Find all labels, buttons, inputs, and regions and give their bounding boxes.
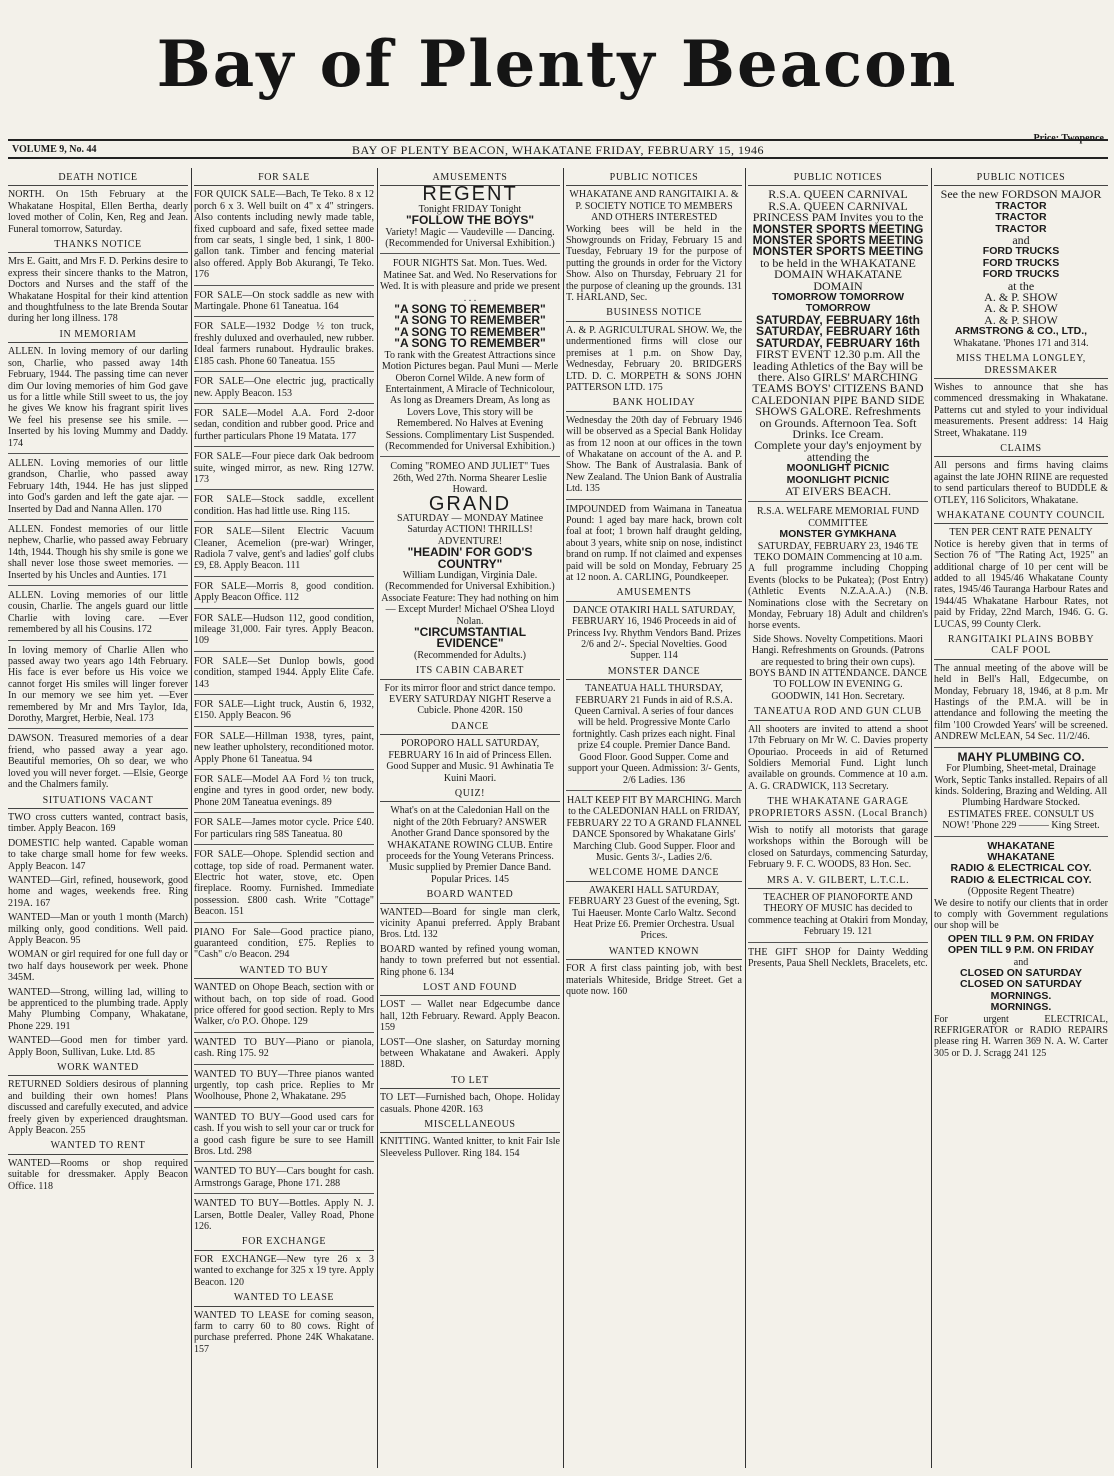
divider — [194, 1161, 374, 1162]
divider — [194, 844, 374, 845]
ad-headline: FORD TRUCKS — [982, 256, 1060, 269]
notice-text: A. & P. AGRICULTURAL SHOW. We, the undermentioned firms will close our premises at 1 p.m. on Show Day, Wednesday, February 20. BRIDGERS LTD. D. C. MORPETH & SONS JOHN PATTERSON LTD. 175 — [566, 324, 742, 393]
divider — [194, 446, 374, 447]
section-heading: AMUSEMENTS — [566, 587, 742, 601]
classified-ad: FOR SALE—Silent Electric Vacuum Cleaner, Acemelion (pre-war) Wringer, Radiola 7 valve, gent's and ladies' golf clubs £9, £8. Apply Beacon. 111 — [194, 526, 374, 572]
divider — [8, 519, 188, 520]
ad-headline: OPEN TILL 9 P.M. ON FRIDAY — [947, 932, 1095, 945]
classified-ad: FOR SALE—Light truck, Austin 6, 1932, £150. Apply Beacon. 96 — [194, 699, 374, 722]
classified-ad: FOR SALE—Model AA Ford ½ ton truck, engine and tyres in good order, new body. Phone 20M Taneatua evenings. 89 — [194, 774, 374, 808]
section-heading: WANTED TO LEASE — [194, 1292, 374, 1306]
section-heading: WANTED TO BUY — [194, 965, 374, 979]
column-3 — [380, 168, 560, 1468]
notice-text: All shooters are invited to attend a shoot 17th February on Mr W. C. Davies property Opouriao. Proceeds in aid of Returned Soldiers Memorial Fund. Light lunch available on grounds. Commence at 10 a.m. A. G. CRADWICK, 113 Secretary. — [748, 723, 928, 792]
ad-headline: SATURDAY, FEBRUARY 16th — [755, 335, 921, 350]
classified-ad: FOR SALE—Stock saddle, excellent condition. Has had little use. Ring 115. — [194, 494, 374, 517]
ad-text: For Plumbing, Sheet-metal, Drainage Work, Septic Tanks installed. Repairs of all kinds. Soldering, Brazing and Welding. All Plumbing Hardware Stocked. — [934, 763, 1108, 809]
dateline: BAY OF PLENTY BEACON, WHAKATANE FRIDAY, FEBRUARY 15, 1946 — [352, 143, 764, 157]
ad-text: TEACHER OF PIANOFORTE AND THEORY OF MUSIC has decided to commence teaching at Otakiri from Monday, February 19. 121 — [748, 891, 928, 938]
classified-ad: TWO cross cutters wanted, contract basis, timber. Apply Beacon. 169 — [8, 811, 188, 835]
ad-text: and — [1012, 233, 1030, 248]
ad-headline: RADIO & ELECTRICAL COY. — [950, 862, 1092, 875]
classified-ad: LOST—One slasher, on Saturday morning between Whakatane and Awakeri. Apply 188D. — [380, 1036, 560, 1071]
section-heading: LOST AND FOUND — [380, 982, 560, 996]
issue-info-line — [8, 139, 1108, 159]
column-6 — [934, 168, 1108, 1468]
ad-text: Tonight FRIDAY Tonight — [418, 203, 522, 215]
divider — [194, 651, 374, 652]
divider — [194, 769, 374, 770]
classified-ad: WANTED—Girl, refined, housework, good home and wages, weekends free. Ring 219A. 167 — [8, 874, 188, 909]
classified-ad: DOMESTIC help wanted. Capable woman to take charge small home for few weeks. Apply Beacon. 147 — [8, 837, 188, 872]
divider — [194, 316, 374, 317]
ad-text: To rank with the Greatest Attractions since Motion Pictures began. Paul Muni — Merle Oberon Cornel Wilde. A new form of Entertainment, A Miracle of Technicolour, As long as Dreamers Dream, As long as Lovers Love, This story will be Remembered. No Halves at Evening Sessions. Complimentary List Suspended. (Recommended for Universal Exhibition.) — [381, 349, 559, 452]
memoriam-text: DAWSON. Treasured memories of a dear friend, who passed away a year ago. Beautiful memories, Oh so dear, we who loved you will never forget. —Elsie, George and the Chalmers family. — [8, 733, 188, 791]
film-title: "HEADIN' FOR GOD'S COUNTRY" — [407, 545, 533, 571]
ad-text: SATURDAY, FEBRUARY 23, 1946 TE TEKO DOMAIN Commencing at 10 a.m. — [753, 540, 923, 563]
classified-ad: WANTED—Rooms or shop required suitable for dressmaker. Apply Beacon Office. 118 — [8, 1157, 188, 1192]
divider — [194, 608, 374, 609]
classified-ad: WANTED TO BUY—Piano or pianola, cash. Ring 175. 92 — [194, 1036, 374, 1060]
notice-text: The annual meeting of the above will be held in Bell's Hall, Edgecumbe, on Monday, February 18, 1946, at 8 p.m. Mr Hastings of the P.M.A. will be in attendance and following the meeting the film '100 Crowded Years' will be screened. ANDREW McLEAN, 54 Sec. 11/2/46. — [934, 662, 1108, 743]
classified-ad: FOR SALE—Four piece dark Oak bedroom suite, winged mirror, as new. Ring 127W. 173 — [194, 451, 374, 485]
ad-text: AT EIVERS BEACH. — [784, 483, 892, 498]
memoriam-text: ALLEN. Loving memories of our little grandson, Charlie, who passed away February 14th, 1944. He has just slipped into God's garden and left the gate ajar. —Inserted by Dad and Nanna Allen. 170 — [8, 457, 188, 515]
section-heading: CLAIMS — [934, 443, 1108, 457]
divider — [566, 790, 742, 791]
classified-ad: FOR SALE—Ohope. Splendid section and cottage, top side of road. Permanent water. Electric hot water, stove, etc. Open fireplace. Roomy. Furnished. Immediate possession. £800 cash. Write "Cottage" Beacon. 151 — [194, 849, 374, 918]
classified-ad: WANTED—Man or youth 1 month (March) milking only, good conditions. Well paid. Apply Beacon. 95 — [8, 912, 188, 946]
ad-text: (Opposite Regent Theatre) — [967, 886, 1075, 898]
ad-text: R.S.A. QUEEN CARNIVAL — [768, 198, 908, 213]
classified-ad: WANTED—Board for single man clerk, vicinity Apanui preferred. Apply Brabant Bros. Ltd. 132 — [380, 906, 560, 941]
section-heading: PUBLIC NOTICES — [566, 172, 742, 186]
section-heading: MISCELLANEOUS — [380, 1119, 560, 1133]
theatre-name: GRAND — [428, 492, 512, 515]
divider — [934, 747, 1108, 748]
classified-ad: WANTED—Strong, willing lad, willing to be apprenticed to the plumbing trade. Apply Mahy Plumbing Company, Whakatane, Phone 229. 191 — [8, 986, 188, 1032]
ad-text: and — [1013, 956, 1029, 968]
section-heading: TO LET — [380, 1075, 560, 1089]
notice-text: Mrs E. Gaitt, and Mrs F. D. Perkins desire to express their sincere thanks to the Matron, Doctors and Nurses and the staff of the Whakatane Hospital for their kind attention and thoughtfulness to the late Brenda Soutar during her long illness. 178 — [8, 256, 188, 325]
ad-headline: MORNINGS. — [990, 989, 1052, 1002]
classified-ad: FOR A first class painting job, with best materials Whiteside, Bridge Street. Get a quote now. 160 — [566, 963, 742, 997]
classified-ad: BOARD wanted by refined young woman, handy to town preferred but not essential. Ring phone 6. 134 — [380, 943, 560, 978]
ad-text: A. & P. SHOW — [984, 312, 1058, 327]
classified-ad: LOST — Wallet near Edgecumbe dance hall, 12th February. Reward. Apply Beacon. 159 — [380, 999, 560, 1034]
ad-headline: FORD TRUCKS — [982, 268, 1060, 281]
ad-headline: MOONLIGHT PICNIC — [786, 462, 890, 475]
classified-ad: WANTED TO BUY—Good used cars for cash. If you wish to sell your car or truck for a good cash figure be sure to see Hamill Bros. Ltd. 298 — [194, 1111, 374, 1158]
ad-headline: MOONLIGHT PICNIC — [786, 473, 890, 486]
section-heading: MONSTER DANCE — [566, 666, 742, 680]
classified-ad: PIANO For Sale—Good practice piano, guaranteed condition, £75. Replies to "Cash" c/o Beacon. 294 — [194, 926, 374, 961]
ad-text: See the new FORDSON MAJOR — [940, 187, 1102, 202]
classified-ad: WANTED TO LEASE for coming season, farm to carry 60 to 80 cows. Right of purchase preferred. Phone 24K Whakatane. 157 — [194, 1309, 374, 1355]
ad-text: What's on at the Caledonian Hall on the night of the 20th February? ANSWER Another Grand Dance sponsored by the WHAKATANE ROWING CLUB. Entire proceeds for the Young Veterans Princess. Music supplied by Premier Dance Band. Popular Prices. 145 — [386, 805, 554, 885]
divider — [194, 726, 374, 727]
classified-ad: FOR QUICK SALE—Bach, Te Teko. 8 x 12 porch 6 x 3. Well built on 4" x 4" stringers. Also contents including newly made table, fixed cupboard and safe, fixed settee made from car seats, 1 single bed, 1 sink, 1 800-gallon tank. Timber and fencing material also offered. Apply Bob Akurangi, Te Teko. 176 — [194, 189, 374, 281]
section-heading: QUIZ! — [380, 788, 560, 802]
ad-headline: MONSTER SPORTS MEETING — [752, 244, 924, 259]
section-heading: PUBLIC NOTICES — [748, 172, 928, 186]
ad-headline: WHAKATANE — [987, 850, 1055, 863]
classified-ad: KNITTING. Wanted knitter, to knit Fair Isle Sleeveless Pullover. Ring 184. 154 — [380, 1136, 560, 1159]
classified-ad: TO LET—Furnished bach, Ohope. Holiday casuals. Phone 420R. 163 — [380, 1092, 560, 1115]
ad-text: Side Shows. Novelty Competitions. Maori Hangi. Refreshments on Grounds. (Patrons are requested to bring their own cups). — [751, 633, 925, 668]
notice-text: NORTH. On 15th February at the Whakatane Hospital, Ellen Bertha, dearly loved mother of Colin, Ken, Reg and Jean. Funeral tomorrow, Saturday. — [8, 189, 188, 235]
divider — [8, 728, 188, 729]
classified-ad: FOR SALE—James motor cycle. Price £40. For particulars ring 58S Taneatua. 80 — [194, 817, 374, 840]
classified-ad: FOR SALE—Model A.A. Ford 2-door sedan, condition and rubber good. Price and further particulars Phone 19 Matata. 177 — [194, 407, 374, 442]
volume-label: VOLUME 9, No. 44 — [12, 144, 97, 155]
column-2 — [194, 168, 374, 1468]
ad-text: For its mirror floor and strict dance tempo. EVERY SATURDAY NIGHT Reserve a Cubicle. Phone 420R. 150 — [384, 682, 556, 717]
ad-headline: TOMORROW TOMORROW TOMORROW — [771, 291, 904, 315]
divider — [194, 812, 374, 813]
newspaper-title: Bay of Plenty Beacon — [156, 27, 958, 102]
ad-headline: MONSTER SPORTS MEETING — [752, 221, 924, 236]
notice-text: A full programme including Chopping Events (blocks to be Pukatea); (Post Entry) (Athletic Events N.Z.A.A.A.) (N.B. Nominations close with the Secretary on Monday, February 18) Adult and children's horse events. — [748, 563, 928, 632]
column-1 — [8, 168, 188, 1468]
classified-ad: FOR SALE—Set Dunlop bowls, good condition, stamped 1944. Apply Elite Cafe. 143 — [194, 655, 374, 690]
divider — [194, 694, 374, 695]
classified-ad: WANTED TO BUY—Three pianos wanted urgently, top cash price. Replies to Mr Woolhouse, Phone 2, Whakatane. 295 — [194, 1068, 374, 1103]
film-title: "A SONG TO REMEMBER" — [394, 313, 546, 328]
divider — [194, 1032, 374, 1033]
ad-headline: MORNINGS. — [990, 1001, 1052, 1014]
section-heading: BOARD WANTED — [380, 889, 560, 903]
ad-headline: SATURDAY, FEBRUARY 16th — [755, 312, 921, 327]
section-heading: MRS A. V. GILBERT, L.T.C.L. — [748, 875, 928, 889]
ad-headline: ARMSTRONG & CO., LTD., — [954, 325, 1088, 338]
ad-headline: CLOSED ON SATURDAY — [960, 978, 1082, 991]
ad-headline: TRACTOR — [995, 199, 1047, 212]
ad-text: Coming "ROMEO AND JULIET" Tues 26th, Wed 27th. Norma Shearer Leslie Howard. — [390, 461, 550, 496]
ad-headline: MAHY PLUMBING CO. — [957, 749, 1085, 764]
notice-text: Working bees will be held in the Showgrounds on Friday, February 15 and Tuesday, February 19 for the purpose of putting the grounds in order for the Victory Show. Also on Thursday, February 21 for the purpose of cleaning up the grounds. 131 T. HARLAND, Sec. — [566, 223, 742, 304]
theatre-name: REGENT — [422, 183, 518, 206]
divider — [194, 371, 374, 372]
classified-ad: THE GIFT SHOP for Dainty Wedding Presents, Paua Shell Necklets, Bracelets, etc. — [748, 946, 928, 969]
section-heading: FOR SALE — [194, 172, 374, 186]
classified-ad: RETURNED Soldiers desirous of planning and building their own homes! Plans discussed and carefully executed, and advice freely given by experienced draughtsman. Apply Beacon. 255 — [8, 1079, 188, 1137]
notice-text: For urgent ELECTRICAL, REFRIGERATOR or RADIO REPAIRS please ring H. Warren 369 N. A. W. Carter 305 or D. J. Scragg 241 125 — [934, 1013, 1108, 1059]
section-heading: WANTED KNOWN — [566, 946, 742, 960]
divider — [8, 585, 188, 586]
notice-text: IMPOUNDED from Waimana in Taneatua Pound: 1 aged bay mare hack, brown colt foal at foot; 1 brown half draught gelding, about 3 years, white snip on nose, indistinct brand on rump. If not claimed and expenses paid will be sold on Monday, February 25 at 12 noon. A. CARLING, Poundkeeper. — [566, 503, 742, 583]
section-heading: ITS CABIN CABARET — [380, 665, 560, 679]
divider — [194, 489, 374, 490]
ad-text: R.S.A. WELFARE MEMORIAL FUND COMMITTEE — [756, 506, 920, 529]
section-heading: BUSINESS NOTICE — [566, 307, 742, 321]
ad-headline: MONSTER SPORTS MEETING — [752, 233, 924, 248]
film-title: "A SONG TO REMEMBER" — [394, 324, 546, 339]
columns — [8, 168, 1108, 1468]
notice-text: We desire to notify our clients that in order to comply with Government regulations our shop will be — [934, 897, 1108, 932]
ad-text: POROPORO HALL SATURDAY, FEBRUARY 16 In aid of Princess Ellen. Good Supper and Music. 91 Awhinatia Te Kuini Maori. — [386, 738, 554, 784]
ad-headline: OPEN TILL 9 P.M. ON FRIDAY — [947, 944, 1095, 957]
section-heading: PUBLIC NOTICES — [934, 172, 1108, 186]
ad-text: Whakatane. 'Phones 171 and 314. — [953, 337, 1089, 349]
divider — [194, 922, 374, 923]
memoriam-text: In loving memory of Charlie Allen who passed away two years ago 14th February. His face is ever before us His voice we cannot forget His smiles will linger forever In our memory we see him yet. —Ever remembered by Mr and Mrs Taylor, Ida, Dorothy, Margret, Herbie, Neal. 173 — [8, 644, 188, 725]
section-heading: TANEATUA ROD AND GUN CLUB — [748, 706, 928, 720]
divider — [566, 499, 742, 500]
ad-text: (Recommended for Adults.) — [414, 649, 526, 661]
classified-ad: WANTED—Good men for timber yard. Apply Boon, Sullivan, Luke. Ltd. 85 — [8, 1035, 188, 1058]
ad-text: at the — [1007, 278, 1035, 293]
section-heading: MISS THELMA LONGLEY, DRESSMAKER — [934, 353, 1108, 379]
divider — [194, 285, 374, 286]
ad-text: Complete your day's enjoyment by attending the — [754, 438, 922, 464]
ad-headline: TRACTOR — [995, 222, 1047, 235]
masthead — [0, 0, 1114, 144]
film-title: "A SONG TO REMEMBER" — [394, 302, 546, 317]
ad-text: Variety! Magic — Vaudeville — Dancing. (Recommended for Universal Exhibition.) — [385, 226, 555, 250]
ad-text: PRINCESS PAM Invites you to the — [752, 210, 924, 225]
classified-ad: WOMAN or girl required for one full day or two half days housework per week. Phone 345M. — [8, 949, 188, 984]
section-heading: WELCOME HOME DANCE — [566, 867, 742, 881]
divider — [8, 453, 188, 454]
divider — [194, 521, 374, 522]
divider — [194, 576, 374, 577]
divider — [748, 501, 928, 502]
divider — [748, 942, 928, 943]
divider — [8, 640, 188, 641]
section-heading: RANGITAIKI PLAINS BOBBY CALF POOL — [934, 634, 1108, 660]
classified-ad: FOR SALE—Morris 8, good condition. Apply Beacon Office. 112 — [194, 580, 374, 604]
ad-text: BOYS BAND IN ATTENDANCE. DANCE TO FOLLOW IN EVENING G. GOODWIN, 141 Hon. Secretary. — [748, 668, 928, 702]
ad-text: ESTIMATES FREE. CONSULT US NOW! 'Phone 229 ——— King Street. — [942, 808, 1100, 832]
divider — [194, 1107, 374, 1108]
divider — [934, 836, 1108, 837]
classified-ad: FOR SALE—One electric jug, practically new. Apply Beacon. 153 — [194, 376, 374, 399]
section-heading: DEATH NOTICE — [8, 172, 188, 186]
ad-headline: CLOSED ON SATURDAY — [960, 967, 1082, 979]
divider — [194, 1193, 374, 1194]
ad-headline: MONSTER GYMKHANA — [779, 528, 897, 541]
notice-text: Wednesday the 20th day of February 1946 will be observed as a Special Bank Holiday as from 12 noon at our offices in the town of Whakatane on account of the A. and P. Show. The Bank of Australasia. Bank of New Zealand. The Union Bank of Australia Ltd. 135 — [566, 414, 742, 495]
ad-text: TEN PER CENT RATE PENALTY — [949, 527, 1093, 539]
divider — [380, 456, 560, 457]
divider — [380, 253, 560, 254]
classified-ad: FOR SALE—1932 Dodge ½ ton truck, freshly duluxed and overhauled, new rubber. Ideal farmers runabout. Hydraulic brakes. £185 cash. Phone 60 Taneatua. 155 — [194, 321, 374, 367]
ad-headline: WHAKATANE — [987, 839, 1055, 852]
section-heading: WHAKATANE COUNTY COUNCIL — [934, 510, 1108, 524]
classified-ad: WANTED TO BUY—Cars bought for cash. Armstrongs Garage, Phone 171. 288 — [194, 1166, 374, 1189]
section-heading: WORK WANTED — [8, 1062, 188, 1076]
classified-ad: FOR SALE—Hudson 112, good condition, mileage 31,000. Fair tyres. Apply Beacon. 109 — [194, 612, 374, 647]
classified-ad: FOR EXCHANGE—New tyre 26 x 3 wanted to exchange for 325 x 19 tyre. Apply Beacon. 120 — [194, 1253, 374, 1288]
ad-text: AWAKERI HALL SATURDAY, FEBRUARY 23 Guest of the evening, Sgt. Tui Haeuser. Monte Carlo Waltz. Second Heat Prize £6. Premier Orchestra. Usual Prices. — [568, 884, 740, 942]
memoriam-text: ALLEN. Loving memories of our little cousin, Charlie. The angels guard our little Charlie with loving care. —Ever remembered by all his Cousins. 172 — [8, 590, 188, 636]
section-heading: THE WHAKATANE GARAGE PROPRIETORS ASSN. (Local Branch) — [748, 796, 928, 822]
ad-headline: FORD TRUCKS — [982, 245, 1060, 258]
memoriam-text: ALLEN. In loving memory of our darling son, Charlie, who passed away 14th February, 1944. The passing time can never dim Our loving memories of him God gave us for a little while Still sweet to us, the joy he gives We know his fragrant spirit lives We feel his presense see his smile. —Inserted by his loving Mummy and Daddy. 174 — [8, 346, 188, 449]
film-title: "A SONG TO REMEMBER" — [394, 336, 546, 351]
ad-text: A. & P. SHOW — [984, 290, 1058, 305]
section-heading: WANTED TO RENT — [8, 1140, 188, 1154]
classified-ad: FOR SALE—On stock saddle as new with Martingale. Phone 61 Taneatua. 164 — [194, 289, 374, 313]
section-heading: IN MEMORIAM — [8, 329, 188, 343]
ad-text: William Lundigan, Virginia Dale. (Recommended for Universal Exhibition.) Associate Feature: They had nothing on him— Except Murder! Michael O'Shea Lloyd Nolan. — [381, 570, 559, 627]
ad-headline: SATURDAY, FEBRUARY 16th — [755, 324, 921, 339]
ad-text: HALT KEEP FIT BY MARCHING. March to the CALEDONIAN HALL on FRIDAY, FEBRUARY 22 TO A GRAND FLANNEL DANCE Sponsored by Whakatane Girls' Marching Club. Good Supper. Floor and Music. Gents 3/-, Ladies 2/6. — [566, 794, 742, 863]
ad-text: FOUR NIGHTS Sat. Mon. Tues. Wed. Matinee Sat. and Wed. No Reservations for Wed. It is with pleasure and pride we present . . . — [380, 258, 560, 304]
ad-text: DANCE OTAKIRI HALL SATURDAY, FEBRUARY 16, 1946 Proceeds in aid of Princess Ivy. Rhythm Vendors Band. Prizes 2/6 and 2/-. Special Novelties. Good Supper. 114 — [567, 604, 741, 662]
price-label: Price: Twopence — [1033, 133, 1104, 144]
classified-ad: WANTED on Ohope Beach, section with or without bach, on top side of road. Good price offered for good section. Reply to Mrs Walker, c/o P.O. Ohope. 129 — [194, 982, 374, 1028]
section-heading: FOR EXCHANGE — [194, 1236, 374, 1250]
classified-ad: WANTED TO BUY—Bottles. Apply N. J. Larsen, Bottle Dealer, Valley Road, Phone 126. — [194, 1198, 374, 1233]
ad-text: R.S.A. QUEEN CARNIVAL — [768, 187, 908, 202]
column-4 — [566, 168, 742, 1468]
section-heading: BANK HOLIDAY — [566, 397, 742, 411]
section-heading: SITUATIONS VACANT — [8, 795, 188, 809]
ad-text: A. & P. SHOW — [984, 301, 1058, 316]
divider — [194, 403, 374, 404]
notice-text: WHAKATANE AND RANGITAIKI A. & P. SOCIETY NOTICE TO MEMBERS AND OTHERS INTERESTED — [569, 189, 739, 224]
section-heading: DANCE — [380, 721, 560, 735]
memoriam-text: ALLEN. Fondest memories of our little nephew, Charlie, who passed away February 14th, 1944. Though his shy smile is gone we shall never lose those sweet memories. —Inserted by his Uncles and Aunties. 171 — [8, 523, 188, 581]
divider — [194, 1064, 374, 1065]
ad-headline: RADIO & ELECTRICAL COY. — [950, 873, 1092, 886]
notice-text: Wishes to announce that she has commenced dressmaking in Whakatane. Patterns cut and styled to your individual measurements. Present address: 14 Haig Street, Whakatane. 119 — [934, 381, 1108, 439]
ad-text: SATURDAY — MONDAY Matinee Saturday ACTION! THRILLS! ADVENTURE! — [396, 512, 544, 547]
section-heading: THANKS NOTICE — [8, 239, 188, 253]
column-5 — [748, 168, 928, 1468]
film-title: "FOLLOW THE BOYS" — [405, 213, 535, 228]
ad-headline: TRACTOR — [995, 211, 1047, 224]
notice-text: Notice is hereby given that in terms of Section 76 of "The Rating Act, 1925" an additional charge of 10 per cent will be added to all 1945/46 Whakatane County rates, 1945/46 Tauranga Harbour Rates and 1944/45 Whakatane Harbour Rates, not paid by Friday, 22nd March, 1946. G. G. LUCAS, 99 County Clerk. — [934, 538, 1108, 630]
ad-text: TANEATUA HALL THURSDAY, FEBRUARY 21 Funds in aid of R.S.A. Queen Carnival. A series of four dances will be held. Progressive Monte Carlo fortnightly. Cash prizes each night. Final prize £4 couple. Premier Dance Band. Good Floor. Good Supper. Come and support your Queen. Admission: 3/- Gents, 2/6 Ladies. 136 — [568, 683, 740, 786]
ad-text: FIRST EVENT 12.30 p.m. All the leading Athletics of the Bay will be there. Also GIRLS' MARCHING TEAMS BOYS' CITIZENS BAND CALEDONIAN PIPE BAND SIDE SHOWS GALORE. Refreshments on Grounds. Afternoon Tea. Soft Drinks. Ice Cream. — [751, 347, 925, 441]
section-heading: AMUSEMENTS — [380, 172, 560, 186]
notice-text: All persons and firms having claims against the late JOHN RIINE are requested to send particulars thereof to BUDDLE & OTLEY, 116 Solicitors, Whakatane. — [934, 460, 1108, 506]
ad-text: to be held in the WHAKATANE DOMAIN WHAKATANE DOMAIN — [760, 255, 916, 293]
film-title: "CIRCUMSTANTIAL EVIDENCE" — [413, 625, 527, 651]
notice-text: Wish to notify all motorists that garage workshops within the Borough will be closed on Saturdays, commencing Saturday, February 9. F. C. WOODS, 83 Hon. Sec. — [748, 824, 928, 871]
classified-ad: FOR SALE—Hillman 1938, tyres, paint, new leather upholstery, reconditioned motor. Apply Phone 61 Taneatua. 94 — [194, 730, 374, 765]
